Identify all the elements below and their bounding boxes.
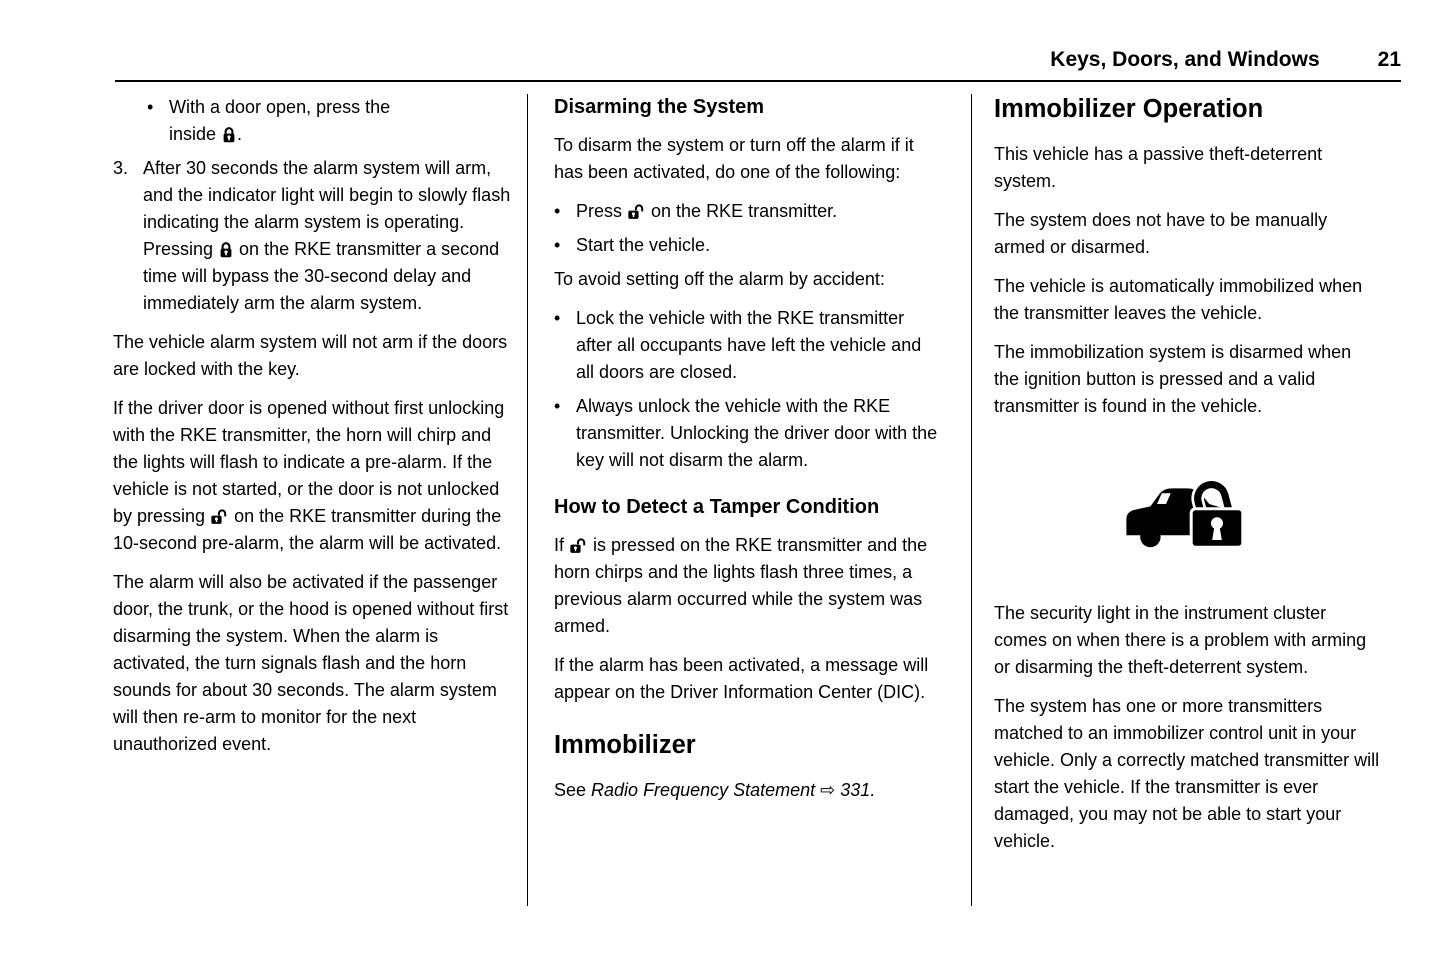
text-run: This vehicle has a passive theft-deterrent system. (994, 143, 1323, 191)
item-text (576, 198, 837, 225)
reference-text: 331. (840, 779, 876, 800)
paragraph (554, 266, 940, 293)
text-run: If the alarm has been activated, a message will appear on the Driver Information Center (DIC). (554, 655, 929, 702)
text-run: The vehicle alarm system will not arm if the doors are locked with the key. (113, 332, 508, 379)
bullet-marker: • (554, 235, 561, 255)
cross-reference-arrow: ⇨ (820, 779, 836, 801)
paragraph (113, 569, 511, 758)
text-run: To disarm the system or turn off the alarm if it has been activated, do one of the following: (554, 135, 914, 182)
paragraph (994, 693, 1380, 855)
section-heading: Disarming the System (554, 96, 765, 118)
numbered-item (113, 155, 511, 317)
paragraph (994, 600, 1380, 681)
text-run: The alarm will also be activated if the passenger door, the trunk, or the hood is opened without first disarming the system. When the alarm is activated, the turn signals flash and the horn sounds for about 30 seconds. The alarm system will then re-arm to monitor for the next unauthorized event. (113, 572, 509, 754)
topic-heading: Immobilizer Operation (994, 95, 1264, 123)
unlock-icon (210, 508, 229, 525)
paragraph (994, 141, 1380, 195)
bullet-item (554, 232, 940, 259)
lock-icon (218, 241, 234, 258)
bullet-item (147, 94, 511, 148)
section-heading: How to Detect a Tamper Condition (554, 496, 880, 518)
bullet-item (554, 198, 940, 225)
chapter-title: Keys, Doors, and Windows (1050, 48, 1320, 71)
paragraph (554, 532, 940, 640)
unlock-icon (569, 537, 588, 554)
unlock-icon (627, 203, 646, 220)
text-run: The system has one or more transmitters matched to an immobilizer control unit in your vehicle. Only a correctly matched transmitter will start the vehicle. If the transmitter is ever damaged, you may not be able to start your vehicle. (994, 695, 1380, 851)
text-run: . (237, 124, 243, 144)
bullet-marker: • (554, 396, 561, 416)
text-run: Always unlock the vehicle with the RKE transmitter. Unlocking the driver door with the key will not disarm the alarm. (576, 396, 938, 470)
text-run: The immobilization system is disarmed when the ignition button is pressed and a valid transmitter is found in the vehicle. (994, 341, 1352, 416)
paragraph (113, 395, 511, 557)
column-3 (994, 94, 1380, 867)
bullet-item (554, 305, 940, 386)
column-divider (527, 94, 528, 906)
list-number: 3. (113, 158, 129, 178)
column-1 (113, 94, 511, 770)
bullet-marker: • (554, 201, 561, 221)
page-number: 21 (1377, 48, 1401, 71)
item-text (169, 94, 427, 148)
car-lock-graphic (1124, 536, 1250, 556)
text-run: If the driver door is opened without first unlocking with the RKE transmitter, the horn will chirp and the lights will flash to indicate a pre-alarm. If the vehicle is not started, or the door is not unlocked by pressing (113, 398, 505, 526)
text-columns (113, 94, 1380, 906)
text-run: Press (576, 201, 628, 221)
bullet-item (554, 393, 940, 474)
paragraph (994, 207, 1380, 261)
car-immobilizer-figure (1122, 462, 1252, 560)
text-run: The system does not have to be manually armed or disarmed. (994, 209, 1328, 257)
paragraph (113, 329, 511, 383)
text-run: To avoid setting off the alarm by accident: (554, 269, 885, 289)
item-text (576, 393, 940, 474)
paragraph (994, 339, 1380, 420)
bullet-marker: • (147, 97, 154, 117)
paragraph (554, 652, 940, 706)
text-run: If (554, 535, 570, 555)
item-text (576, 232, 710, 259)
text-run: See (554, 779, 592, 800)
text-run: The vehicle is automatically immobilized when the transmitter leaves the vehicle. (994, 275, 1363, 323)
text-run: The security light in the instrument cluster comes on when there is a problem with arming or disarming the theft-deterrent system. (994, 602, 1367, 677)
paragraph (554, 132, 940, 186)
text-run: Start the vehicle. (576, 235, 711, 255)
topic-heading: Immobilizer (554, 731, 696, 759)
header-rule (115, 80, 1401, 82)
text-run: With a door open, press the inside (169, 97, 391, 144)
lock-icon (221, 126, 237, 143)
bullet-marker: • (554, 308, 561, 328)
item-text (143, 155, 511, 317)
page-header (115, 48, 1401, 72)
text-run: on the RKE transmitter a second time will bypass the 30-second delay and immediately arm the alarm system. (143, 239, 500, 313)
text-run: on the RKE transmitter during the 10-second pre-alarm, the alarm will be activated. (113, 506, 502, 553)
paragraph (554, 777, 940, 804)
column-2 (554, 94, 940, 816)
paragraph (994, 273, 1380, 327)
reference-text: Radio Frequency Statement (591, 779, 816, 800)
text-run: Lock the vehicle with the RKE transmitter after all occupants have left the vehicle and all doors are closed. (576, 308, 922, 382)
text-run: on the RKE transmitter. (646, 201, 838, 221)
column-divider (971, 94, 972, 906)
text-run: is pressed on the RKE transmitter and the horn chirps and the lights flash three times, a previous alarm occurred while the system was armed. (554, 535, 928, 636)
text-run: After 30 seconds the alarm system will arm, and the indicator light will begin to slowly flash indicating the alarm system is operating. Pressing (143, 158, 511, 259)
item-text (576, 305, 940, 386)
